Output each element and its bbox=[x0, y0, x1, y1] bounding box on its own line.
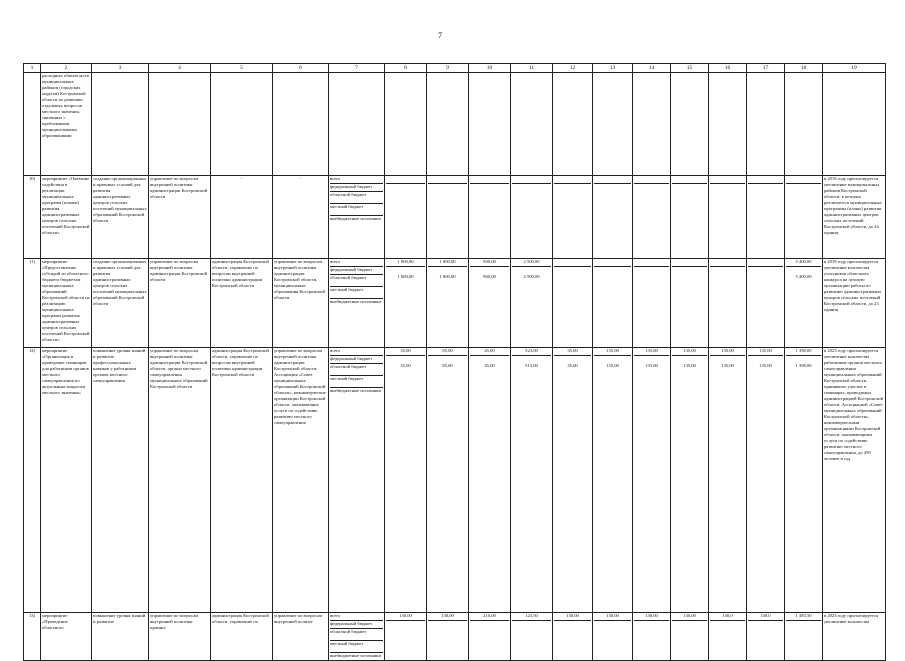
co-executor: - bbox=[211, 176, 273, 259]
amount-value bbox=[428, 628, 467, 637]
measure-name: мероприятие «Оказание содействия в реализации муниципальных программ (планов) развития административных центров сельских поселений Костромской области» bbox=[41, 176, 92, 259]
row-number: 12) bbox=[24, 348, 41, 613]
amount-value: 135,00 bbox=[672, 348, 707, 356]
amount-value: 135,00 bbox=[645, 363, 658, 368]
responsible-executor: управление по вопросам внутренней политики админи- bbox=[149, 613, 211, 661]
amount-cell bbox=[511, 259, 553, 348]
amount-value: 2 500,00 bbox=[523, 274, 540, 279]
funding-sources bbox=[329, 259, 385, 348]
amount-value bbox=[470, 176, 509, 184]
funding-source-label: федеральный бюджет bbox=[330, 267, 383, 275]
amount-cell bbox=[747, 613, 785, 661]
expected-result: повышение уровня знаний и развитие bbox=[92, 613, 149, 661]
amount-value bbox=[634, 259, 669, 267]
amount-cell bbox=[427, 176, 469, 259]
amount-cell bbox=[385, 176, 427, 259]
amount-cell bbox=[593, 348, 633, 613]
amount-value: 5 400,00 bbox=[795, 274, 812, 279]
amount-cell bbox=[785, 613, 823, 661]
amount-cell bbox=[427, 348, 469, 613]
amount-value bbox=[748, 259, 783, 267]
amount-value: 135,00 bbox=[759, 363, 772, 368]
amount-value bbox=[470, 628, 509, 637]
table-row bbox=[24, 176, 886, 259]
amount-cell bbox=[469, 259, 511, 348]
amount-value: 135,00 bbox=[748, 348, 783, 356]
funding-source-label: всего bbox=[330, 613, 383, 621]
responsible-executor: управление по вопросам внутренней политики администрации Костромской области bbox=[149, 259, 211, 348]
amount-cell bbox=[511, 348, 553, 613]
amount-cell bbox=[671, 348, 709, 613]
row-number: 11) bbox=[24, 259, 41, 348]
amount-value bbox=[748, 628, 783, 637]
amount-cell bbox=[671, 613, 709, 661]
amount-cell bbox=[671, 176, 709, 259]
amount-value: 513,00 bbox=[525, 363, 538, 368]
funding-source-label: местный бюджет bbox=[330, 204, 383, 216]
column-header: 2 bbox=[41, 64, 92, 73]
amount-cell bbox=[469, 176, 511, 259]
page-number: 7 bbox=[438, 31, 442, 40]
amount-value: 45,00 bbox=[484, 363, 495, 368]
funding-source-label: областной бюджет bbox=[330, 364, 383, 376]
measure-name: мероприятие «Проведение областного bbox=[41, 613, 92, 661]
amount-cell bbox=[553, 348, 593, 613]
column-header: 19 bbox=[823, 64, 886, 73]
amount-value: 45,00 bbox=[470, 348, 509, 356]
funding-source-label: внебюджетные источники bbox=[330, 299, 381, 304]
amount-value: 135,00 bbox=[594, 348, 631, 356]
amount-cell bbox=[511, 613, 553, 661]
amount-value bbox=[594, 274, 631, 283]
amount-value: 130,0 bbox=[748, 613, 783, 621]
amount-cell bbox=[633, 613, 671, 661]
amount-value: 130,00 bbox=[672, 613, 707, 621]
amount-cell bbox=[785, 176, 823, 259]
funding-sources bbox=[329, 348, 385, 613]
column-header: 13 bbox=[593, 64, 633, 73]
amount-value bbox=[554, 191, 591, 200]
amount-cell bbox=[633, 348, 671, 613]
amount-value: 5 400,00 bbox=[786, 259, 821, 267]
target-indicator: в 2023 году прогнозируется увеличение количества bbox=[823, 613, 886, 661]
expected-result: создание организационных и правовых условий для развития административных центров сельских поселений муниципальных образований Костромской области bbox=[92, 176, 149, 259]
column-header: 17 bbox=[747, 64, 785, 73]
amount-cell bbox=[469, 348, 511, 613]
amount-cell bbox=[747, 259, 785, 348]
amount-value: 1 000,00 bbox=[397, 274, 414, 279]
column-header: 15 bbox=[671, 64, 709, 73]
table-row bbox=[24, 259, 886, 348]
amount-value: 1 398,00 bbox=[795, 363, 812, 368]
column-header: 6 bbox=[273, 64, 329, 73]
amount-cell bbox=[785, 348, 823, 613]
amount-value: 135,00 bbox=[683, 363, 696, 368]
table-row bbox=[24, 613, 886, 661]
amount-cell bbox=[593, 613, 633, 661]
funding-source-label: федеральный бюджет bbox=[330, 621, 383, 629]
expected-result: повышение уровня знаний и развитие профессиональных навыков у работников органов местного самоуправления bbox=[92, 348, 149, 613]
amount-value bbox=[786, 628, 821, 637]
amount-cell bbox=[385, 259, 427, 348]
amount-value bbox=[786, 191, 821, 200]
amount-value bbox=[386, 628, 425, 637]
amount-value bbox=[594, 259, 631, 267]
target-indicator: в 2018 году прогнозируется увеличение количества участников областного конкурса на лучшую организацию работы по развитию административных центров сельских поселений Костромской области, до 23 единиц bbox=[823, 259, 886, 348]
amount-value: 130,00 bbox=[594, 613, 631, 621]
amount-value bbox=[672, 259, 707, 267]
amount-value: 1 383,50 bbox=[786, 613, 821, 621]
column-header: 9 bbox=[427, 64, 469, 73]
amount-value: 130,00 bbox=[428, 613, 467, 621]
amount-value bbox=[428, 176, 467, 184]
amount-value bbox=[748, 176, 783, 184]
co-executor: администрация Костромской области, управление по bbox=[211, 613, 273, 661]
responsible-executor: управление по вопросам внутренней политики администрации Костромской области bbox=[149, 176, 211, 259]
funding-source-label: областной бюджет bbox=[330, 192, 383, 204]
program-table bbox=[23, 63, 886, 661]
amount-value bbox=[710, 191, 745, 200]
amount-cell bbox=[553, 613, 593, 661]
row-number: 13) bbox=[24, 613, 41, 661]
header-row bbox=[24, 64, 886, 73]
amount-cell bbox=[385, 348, 427, 613]
amount-value bbox=[634, 191, 669, 200]
amount-value bbox=[512, 176, 551, 184]
funding-sources bbox=[329, 176, 385, 259]
amount-value bbox=[554, 259, 591, 267]
amount-value: 135,00 bbox=[710, 348, 745, 356]
amount-value: 135,00 bbox=[634, 348, 669, 356]
co-executor: администрация Костромской области, управление по вопросам внутренней политики администрации Костромской области bbox=[211, 348, 273, 613]
target-indicator: в 2018 году прогнозируется увеличение муниципальных районов Костромской области, в которых реализуются муниципальные программы (планы) развития административных центров сельских поселений Костромской области, до 24 единиц bbox=[823, 176, 886, 259]
amount-value bbox=[634, 274, 669, 283]
amount-cell bbox=[593, 259, 633, 348]
amount-value bbox=[512, 191, 551, 200]
measure-name: мероприятие «Предоставление субсидий из областного бюджета бюджетам муниципальных образований Костромской области на реализацию муниципальных программ развития административных центров сельских поселений Костромской области» bbox=[41, 259, 92, 348]
amount-value: 35,00 bbox=[400, 363, 411, 368]
funding-source-label: внебюджетные источники bbox=[330, 216, 381, 221]
amount-value bbox=[710, 259, 745, 267]
funding-source-label: всего bbox=[330, 348, 383, 356]
amount-cell bbox=[427, 259, 469, 348]
funding-source-label: федеральный бюджет bbox=[330, 184, 383, 192]
amount-value bbox=[710, 176, 745, 184]
responsible-executor: управление по вопросам внутренней политики администрации Костромской области, органы местного самоуправления муниципальных образований Костромской области bbox=[149, 348, 211, 613]
amount-value: 135,00 bbox=[606, 363, 619, 368]
amount-value bbox=[748, 274, 783, 283]
funding-sources bbox=[329, 613, 385, 661]
target-indicator: в 2023 году прогнозируется увеличение количества работников органов местного самоуправления муниципальных образований Костромской области, принявших участие в семинарах, проводимых администрацией Костромской области, Ассоциацией «Совет муниципальных образований Костромской области», некоммерческими организациями Костромской области, оказывающими услуги по содействию развитию местного самоуправления, до 450 человек в год bbox=[823, 348, 886, 613]
amount-value: 130,00 bbox=[386, 613, 425, 621]
amount-value: 210,00 bbox=[470, 613, 509, 621]
amount-value: 2 500,00 bbox=[512, 259, 551, 267]
amount-cell bbox=[709, 176, 747, 259]
amount-cell bbox=[511, 176, 553, 259]
amount-value: 35,00 bbox=[386, 348, 425, 356]
funding-source-label: областной бюджет bbox=[330, 275, 383, 287]
funding-source-label: федеральный бюджет bbox=[330, 356, 383, 364]
amount-value bbox=[512, 628, 551, 637]
amount-cell bbox=[593, 176, 633, 259]
amount-cell bbox=[385, 613, 427, 661]
amount-value: 900,00 bbox=[483, 274, 496, 279]
column-header: 18 bbox=[785, 64, 823, 73]
measure-name: мероприятие «Организация и проведение семинаров для работников органов местного самоуправления по актуальным вопросам местного значения» bbox=[41, 348, 92, 613]
amount-cell bbox=[747, 176, 785, 259]
amount-value bbox=[386, 191, 425, 200]
amount-value bbox=[554, 274, 591, 283]
column-header: 7 bbox=[329, 64, 385, 73]
amount-value bbox=[594, 191, 631, 200]
amount-cell bbox=[671, 259, 709, 348]
amount-value: 900,00 bbox=[470, 259, 509, 267]
funds-recipient: - bbox=[273, 176, 329, 259]
table-row bbox=[24, 348, 886, 613]
amount-value bbox=[672, 176, 707, 184]
continuation-row bbox=[24, 73, 886, 176]
funds-recipient: управление по вопросам внутренней политики администрации Костромской области, муниципальные образования Костромской области bbox=[273, 259, 329, 348]
column-header: 11 bbox=[511, 64, 553, 73]
amount-cell bbox=[469, 613, 511, 661]
amount-value bbox=[594, 176, 631, 184]
amount-value: 135,00 bbox=[721, 363, 734, 368]
amount-cell bbox=[709, 613, 747, 661]
continuation-text: расходных обязательств муниципальных районов (городских округов) Костромской области по решению отдельных вопросов местного значения, связанных с проблемными муниципальными образованиями bbox=[41, 73, 92, 176]
row-number: 10) bbox=[24, 176, 41, 259]
amount-value: 35,00 bbox=[567, 363, 578, 368]
amount-cell bbox=[709, 348, 747, 613]
column-header: 8 bbox=[385, 64, 427, 73]
column-header: 14 bbox=[633, 64, 671, 73]
amount-cell bbox=[427, 613, 469, 661]
funding-source-label: местный бюджет bbox=[330, 641, 383, 653]
amount-value bbox=[554, 176, 591, 184]
column-header: 1 bbox=[24, 64, 41, 73]
amount-value bbox=[386, 176, 425, 184]
amount-value bbox=[470, 191, 509, 200]
amount-value bbox=[634, 628, 669, 637]
amount-cell bbox=[553, 259, 593, 348]
amount-value bbox=[554, 628, 591, 637]
amount-value: 1 000,00 bbox=[386, 259, 425, 267]
funding-source-label: внебюджетные источники bbox=[330, 388, 381, 393]
amount-value bbox=[428, 191, 467, 200]
amount-value: 1 398,00 bbox=[786, 348, 821, 356]
expected-result: создание организационных и правовых условий для развития административных центров сельских поселений муниципальных образований Костромской области bbox=[92, 259, 149, 348]
amount-value: 85,00 bbox=[428, 348, 467, 356]
amount-value bbox=[786, 176, 821, 184]
amount-cell bbox=[785, 259, 823, 348]
amount-value: 35,00 bbox=[554, 348, 591, 356]
funds-recipient: управление по вопросам внутренней полити- bbox=[273, 613, 329, 661]
amount-cell bbox=[553, 176, 593, 259]
amount-value: 523,00 bbox=[512, 348, 551, 356]
amount-value bbox=[710, 628, 745, 637]
funding-source-label: областной бюджет bbox=[330, 629, 383, 641]
amount-cell bbox=[747, 348, 785, 613]
amount-cell bbox=[709, 259, 747, 348]
co-executor: администрация Костромской области, управление по вопросам внутренней политики администрации Костромской области bbox=[211, 259, 273, 348]
amount-value: 1 000,00 bbox=[428, 259, 467, 267]
amount-value bbox=[672, 628, 707, 637]
amount-cell bbox=[633, 259, 671, 348]
column-header: 4 bbox=[149, 64, 211, 73]
amount-cell bbox=[633, 176, 671, 259]
funding-source-label: внебюджетные источники bbox=[330, 653, 381, 658]
funding-source-label: всего bbox=[330, 176, 383, 184]
amount-value: 123,50 bbox=[512, 613, 551, 621]
column-header: 10 bbox=[469, 64, 511, 73]
funding-source-label: всего bbox=[330, 259, 383, 267]
column-header: 16 bbox=[709, 64, 747, 73]
amount-value bbox=[710, 274, 745, 283]
amount-value: 85,00 bbox=[442, 363, 453, 368]
amount-value: 1 000,00 bbox=[439, 274, 456, 279]
column-header: 5 bbox=[211, 64, 273, 73]
amount-value: 130,0 bbox=[710, 613, 745, 621]
amount-value bbox=[672, 274, 707, 283]
funding-source-label: местный бюджет bbox=[330, 376, 383, 388]
amount-value bbox=[748, 191, 783, 200]
column-header: 3 bbox=[92, 64, 149, 73]
amount-value bbox=[672, 191, 707, 200]
amount-value: 130,00 bbox=[554, 613, 591, 621]
amount-value bbox=[634, 176, 669, 184]
amount-value: 130,00 bbox=[634, 613, 669, 621]
column-header: 12 bbox=[553, 64, 593, 73]
amount-value bbox=[594, 628, 631, 637]
funding-source-label: местный бюджет bbox=[330, 287, 383, 299]
funds-recipient: управление по вопросам внутренней политики администрации Костромской области, Ассоциация «Совет муниципальных образований Костромской области», некоммерческие организации Костромской области, оказывающие услуги по содействию развитию местного самоуправления bbox=[273, 348, 329, 613]
